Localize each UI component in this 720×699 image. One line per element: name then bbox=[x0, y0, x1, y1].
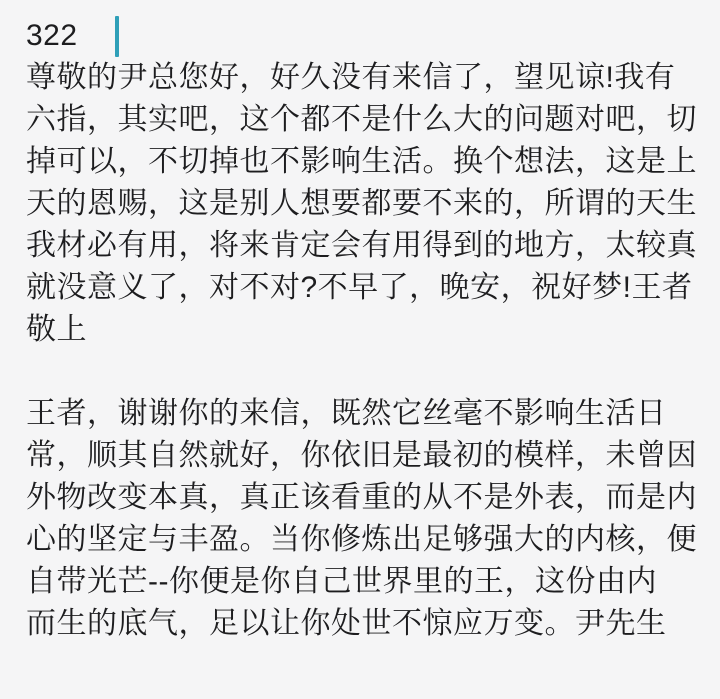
letter-paragraph bbox=[26, 57, 697, 351]
paragraph-gap bbox=[26, 351, 692, 393]
text-line: 天的恩赐，这是别人想要都要不来的，所谓的天生 bbox=[26, 187, 697, 220]
text-line: 常，顺其自然就好，你依旧是最初的模样，未曾因 bbox=[26, 439, 697, 472]
text-line: 我材必有用，将来肯定会有用得到的地方，太较真 bbox=[26, 229, 697, 262]
text-line: 而生的底气，足以让你处世不惊应万变。尹先生 bbox=[26, 607, 667, 640]
text-line: 心的坚定与丰盈。当你修炼出足够强大的内核，便 bbox=[26, 523, 697, 556]
reply-paragraph bbox=[26, 393, 697, 645]
note-number-line[interactable] bbox=[26, 15, 692, 57]
text-line: 外物改变本真，真正该看重的从不是外表，而是内 bbox=[26, 481, 697, 514]
text-cursor bbox=[115, 16, 119, 57]
text-line: 掉可以，不切掉也不影响生活。换个想法，这是上 bbox=[26, 145, 697, 178]
text-line: 敬上 bbox=[26, 313, 87, 346]
text-line: 王者，谢谢你的来信，既然它丝毫不影响生活日 bbox=[26, 397, 667, 430]
note-number: 322 bbox=[26, 19, 78, 52]
text-line: 就没意义了，对不对?不早了，晚安，祝好梦!王者 bbox=[26, 271, 693, 304]
text-line: 六指，其实吧，这个都不是什么大的问题对吧，切 bbox=[26, 103, 697, 136]
text-line: 自带光芒--你便是你自己世界里的王，这份由内 bbox=[26, 565, 657, 598]
text-line: 尊敬的尹总您好，好久没有来信了，望见谅!我有 bbox=[26, 61, 676, 94]
